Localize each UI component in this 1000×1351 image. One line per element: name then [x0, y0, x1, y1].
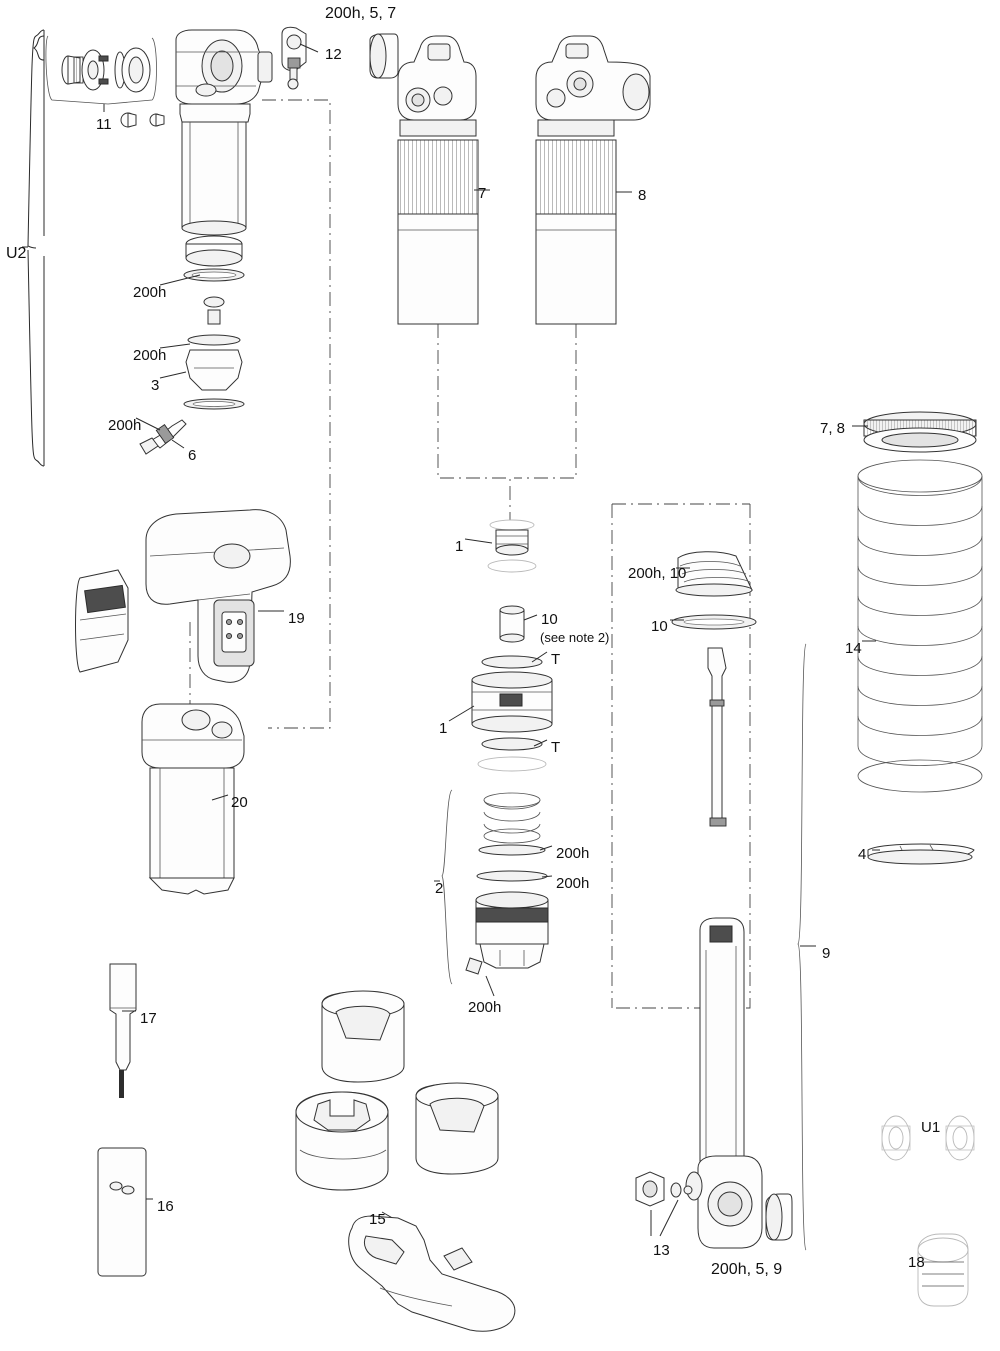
callout-200h-5-9: 200h, 5, 9: [711, 1261, 783, 1278]
callout-9: 9: [822, 945, 831, 962]
callout-10-washer: 10: [651, 618, 668, 635]
callout-14: 14: [845, 640, 862, 657]
callout-u1: U1: [921, 1119, 941, 1136]
callout-11: 11: [96, 116, 112, 133]
callout-200h-e: 200h: [556, 875, 590, 892]
callout-200h-10: 200h, 10: [628, 565, 687, 582]
callout-200h-b: 200h: [133, 347, 167, 364]
callout-200h-5-7: 200h, 5, 7: [325, 5, 397, 22]
callout-200h-d: 200h: [556, 845, 590, 862]
callout-15: 15: [369, 1211, 386, 1228]
callout-t-lower: T: [551, 739, 561, 756]
callout-20: 20: [231, 794, 248, 811]
callout-note-2: (see note 2): [540, 630, 610, 645]
callout-3: 3: [151, 377, 160, 394]
callout-17: 17: [140, 1010, 157, 1027]
callout-12: 12: [325, 46, 342, 63]
callout-u2: U2: [6, 245, 27, 262]
callout-8: 8: [638, 187, 647, 204]
callout-6: 6: [188, 447, 197, 464]
callout-7: 7: [478, 185, 487, 202]
callout-10: 10: [541, 611, 558, 628]
callout-200h-f: 200h: [468, 999, 502, 1016]
callout-200h-c: 200h: [108, 417, 142, 434]
callout-t-upper: T: [551, 651, 561, 668]
callout-2: 2: [435, 880, 444, 897]
callout-13: 13: [653, 1242, 670, 1259]
callout-200h-a: 200h: [133, 284, 167, 301]
callout-16: 16: [157, 1198, 174, 1215]
callout-19: 19: [288, 610, 305, 627]
callout-1-top: 1: [455, 538, 464, 555]
callout-7-8: 7, 8: [820, 420, 846, 437]
callout-4: 4: [858, 846, 867, 863]
callout-1-mid: 1: [439, 720, 448, 737]
callout-18: 18: [908, 1254, 925, 1271]
